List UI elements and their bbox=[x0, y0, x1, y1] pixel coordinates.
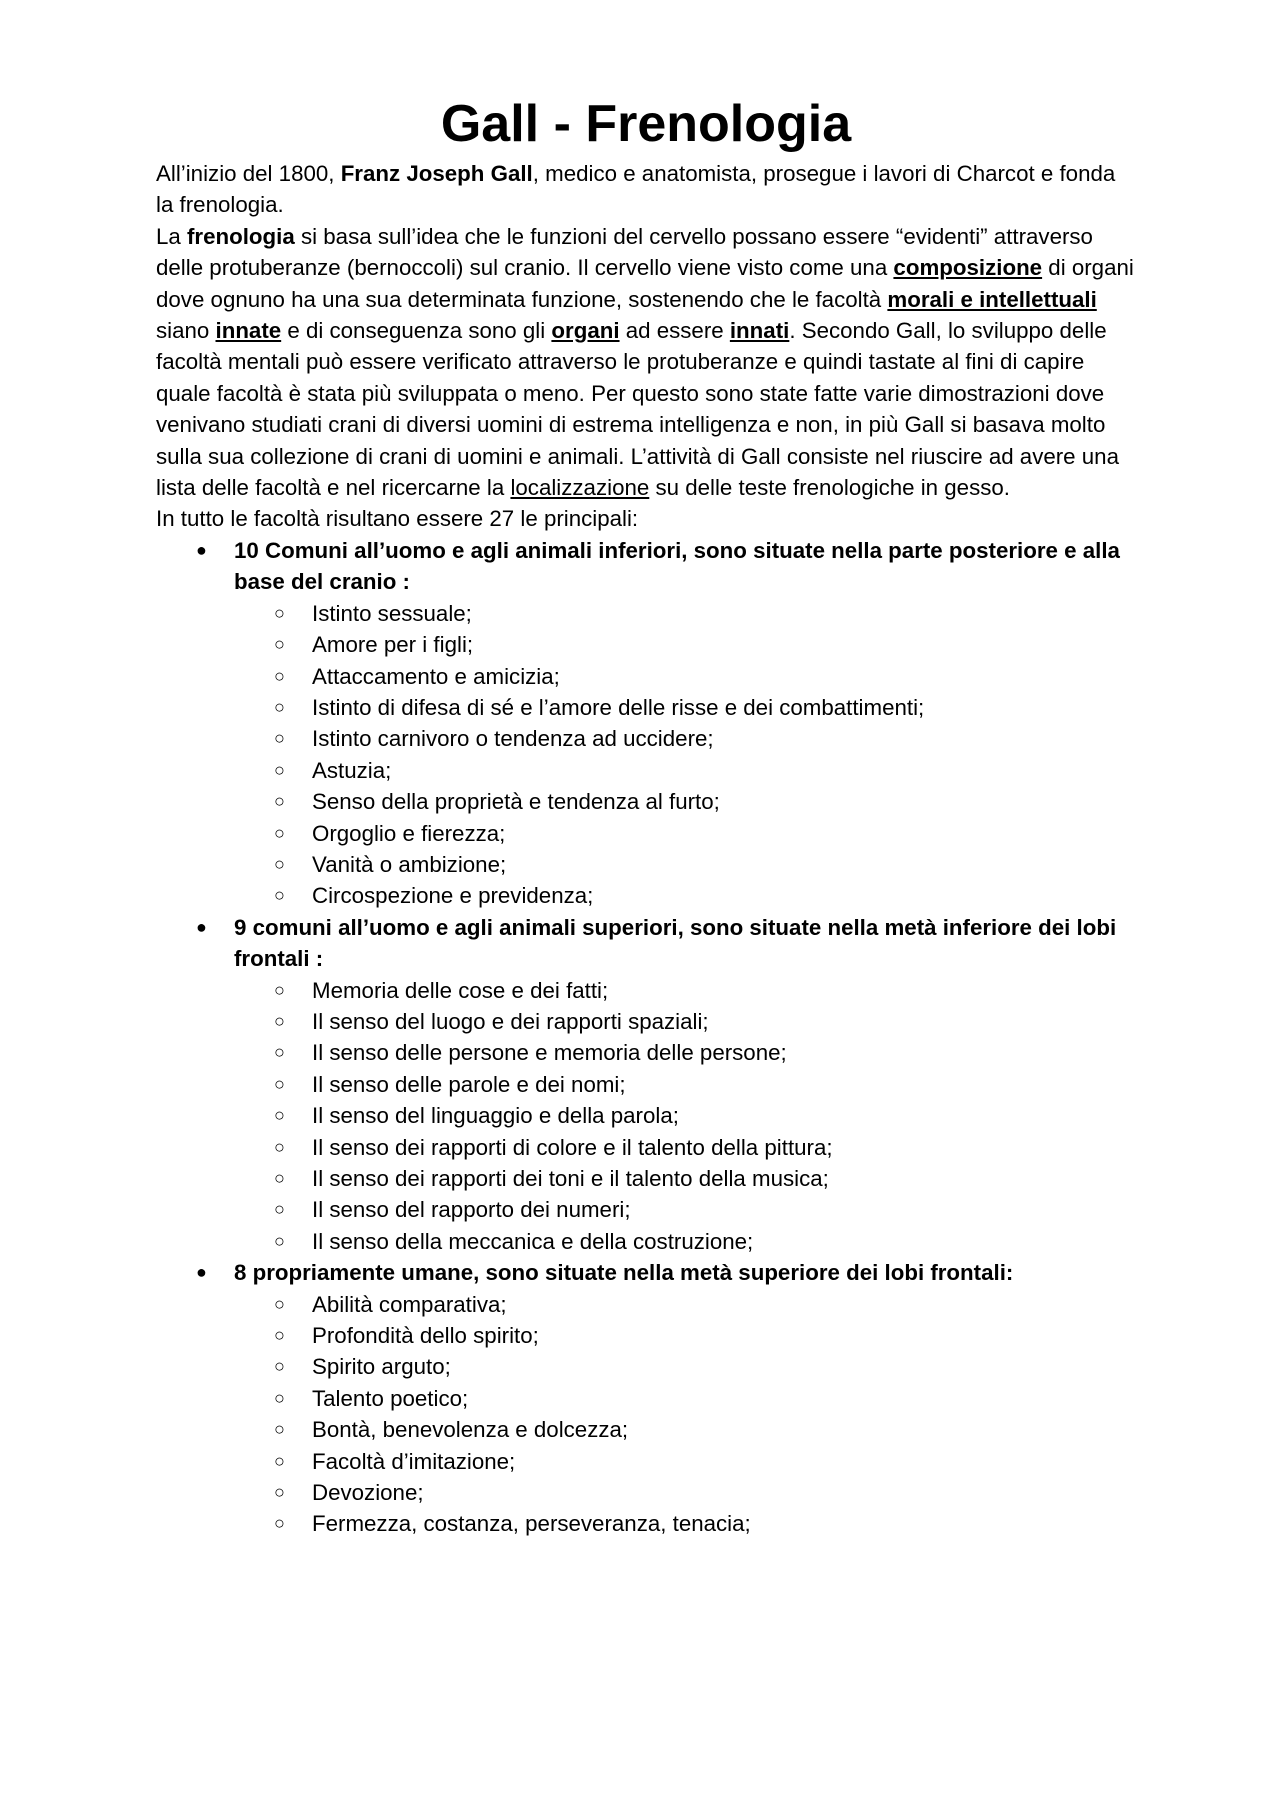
list-item bbox=[234, 849, 1136, 880]
bullet-circle-icon: ○ bbox=[274, 1513, 285, 1534]
list-item-text: Talento poetico; bbox=[312, 1385, 469, 1411]
list-item bbox=[234, 1037, 1136, 1068]
bullet-circle-icon: ○ bbox=[274, 1168, 285, 1188]
list-item-text: Circospezione e previdenza; bbox=[312, 883, 594, 909]
list-item bbox=[234, 1351, 1136, 1382]
bullet-circle-icon: ○ bbox=[274, 1010, 285, 1031]
list-item-text: Profondità dello spirito; bbox=[312, 1323, 539, 1349]
bullet-circle-icon: ○ bbox=[274, 728, 285, 749]
bullet-circle-icon: ○ bbox=[274, 1199, 285, 1220]
bullet-circle-icon: ○ bbox=[274, 1230, 285, 1251]
list-item bbox=[234, 1069, 1136, 1100]
group-title: 8 propriamente umane, sono situate nella metà superiore dei lobi frontali: bbox=[234, 1260, 1014, 1286]
list-item-text: Abilità comparativa; bbox=[312, 1291, 507, 1317]
faculty-group bbox=[156, 912, 1136, 1257]
list-item bbox=[234, 1132, 1136, 1163]
list-item-text: Amore per i figli; bbox=[312, 632, 474, 658]
list-item bbox=[234, 1477, 1136, 1508]
list-item bbox=[234, 1446, 1136, 1477]
list-item-text: Spirito arguto; bbox=[312, 1354, 451, 1380]
group-title: 10 Comuni all’uomo e agli animali inferiori, sono situate nella parte posteriore e alla base del cranio : bbox=[234, 537, 1120, 595]
bullet-circle-icon: ○ bbox=[274, 1387, 285, 1408]
list-item-text: Istinto di difesa di sé e l’amore delle risse e dei combattimenti; bbox=[312, 694, 925, 720]
bullet-circle-icon: ○ bbox=[274, 979, 285, 1000]
list-item-text: Il senso del linguaggio e della parola; bbox=[312, 1103, 679, 1129]
list-item-text: Facoltà d’imitazione; bbox=[312, 1448, 516, 1474]
list-item-text: Senso della proprietà e tendenza al furto; bbox=[312, 789, 720, 815]
term-innate: innate bbox=[215, 318, 282, 344]
faculty-group bbox=[156, 535, 1136, 912]
list-item bbox=[234, 629, 1136, 660]
bullet-disc-icon: ● bbox=[196, 916, 207, 937]
list-item bbox=[234, 1383, 1136, 1414]
para-text: di organi dove ognuno ha una sua determinata funzione, sostenendo che le facoltà bbox=[156, 255, 1134, 312]
frenologia-paragraph bbox=[156, 221, 1136, 504]
list-item bbox=[234, 880, 1136, 911]
bullet-circle-icon: ○ bbox=[274, 1325, 285, 1346]
faculty-sublist bbox=[234, 1289, 1136, 1540]
list-item bbox=[234, 755, 1136, 786]
list-item bbox=[234, 1100, 1136, 1131]
bullet-circle-icon: ○ bbox=[274, 1073, 285, 1094]
intro-name-bold: Franz Joseph Gall bbox=[340, 161, 533, 186]
bullet-circle-icon: ○ bbox=[274, 1356, 285, 1377]
list-item bbox=[234, 1320, 1136, 1351]
intro-text: All’inizio del 1800, bbox=[156, 161, 341, 186]
list-item-text: Vanità o ambizione; bbox=[312, 851, 507, 877]
list-item-text: Orgoglio e fierezza; bbox=[312, 820, 506, 846]
list-item bbox=[234, 598, 1136, 629]
list-item bbox=[234, 1414, 1136, 1445]
term-localizzazione: localizzazione bbox=[510, 475, 650, 501]
bullet-circle-icon: ○ bbox=[274, 1136, 285, 1157]
list-item bbox=[234, 1194, 1136, 1225]
para-text: La bbox=[156, 223, 187, 249]
intro-text: , medico e anatomista, prosegue i lavori di Charcot e fonda la frenologia. bbox=[156, 161, 1116, 218]
bullet-circle-icon: ○ bbox=[274, 1105, 285, 1126]
list-item bbox=[234, 1163, 1136, 1194]
list-item-text: Il senso della meccanica e della costruzione; bbox=[312, 1228, 754, 1254]
list-item-text: Fermezza, costanza, perseveranza, tenacia; bbox=[312, 1511, 751, 1537]
list-item bbox=[234, 661, 1136, 692]
list-item bbox=[234, 1226, 1136, 1257]
bullet-circle-icon: ○ bbox=[274, 696, 285, 717]
bullet-circle-icon: ○ bbox=[274, 1450, 285, 1471]
term-innati: innati bbox=[729, 318, 790, 344]
bullet-circle-icon: ○ bbox=[274, 634, 285, 655]
list-item-text: Il senso delle persone e memoria delle persone; bbox=[312, 1040, 787, 1066]
list-item-text: Il senso del luogo e dei rapporti spaziali; bbox=[312, 1008, 709, 1034]
summary-paragraph: In tutto le facoltà risultano essere 27 le principali: bbox=[156, 506, 639, 532]
list-item-text: Il senso dei rapporti di colore e il talento della pittura; bbox=[312, 1134, 833, 1160]
list-item-text: Memoria delle cose e dei fatti; bbox=[312, 977, 609, 1003]
list-item-text: Astuzia; bbox=[312, 757, 392, 783]
para-text: siano bbox=[156, 318, 216, 344]
faculty-groups-list bbox=[156, 535, 1136, 1540]
bullet-disc-icon: ● bbox=[196, 1262, 207, 1283]
bullet-circle-icon: ○ bbox=[274, 759, 285, 780]
para-text: si basa sull’idea che le funzioni del cervello possano essere “evidenti” attraverso delle protuberanze (bernoccoli) sul cranio. Il cervello viene visto come una bbox=[156, 223, 1093, 281]
page-title: Gall - Frenologia bbox=[440, 95, 852, 153]
para-text: ad essere bbox=[619, 318, 730, 344]
list-item-text: Il senso dei rapporti dei toni e il talento della musica; bbox=[312, 1166, 829, 1191]
bullet-circle-icon: ○ bbox=[274, 1042, 285, 1063]
bullet-circle-icon: ○ bbox=[274, 885, 285, 906]
faculty-group bbox=[156, 1257, 1136, 1540]
list-item bbox=[234, 723, 1136, 754]
list-item-text: Istinto sessuale; bbox=[312, 600, 472, 626]
list-item bbox=[234, 786, 1136, 817]
faculty-sublist bbox=[234, 598, 1136, 912]
bullet-circle-icon: ○ bbox=[274, 1293, 285, 1314]
bullet-circle-icon: ○ bbox=[274, 853, 285, 874]
para-text: e di conseguenza sono gli bbox=[281, 318, 552, 344]
bullet-circle-icon: ○ bbox=[274, 602, 285, 623]
intro-paragraph bbox=[156, 158, 1136, 221]
group-title: 9 comuni all’uomo e agli animali superiori, sono situate nella metà inferiore dei lobi frontali : bbox=[234, 914, 1117, 972]
bullet-circle-icon: ○ bbox=[274, 665, 285, 686]
para-text: su delle teste frenologiche in gesso. bbox=[649, 475, 1010, 501]
faculty-sublist bbox=[234, 975, 1136, 1258]
para-text: . Secondo Gall, lo sviluppo delle facoltà mentali può essere verificato attraverso le protuberanze e quindi tastate al fini di capire quale facoltà è stata più sviluppata o meno. Per questo sono state fatte varie dimostrazioni dove venivano studiati crani di diversi uomini di estrema intelligenza e non, in più Gall si basava molto sulla sua collezione di crani di uomini e animali. L’attività di Gall consiste nel riuscire ad avere una lista delle facoltà e nel ricercarne la bbox=[156, 318, 1119, 501]
list-item bbox=[234, 818, 1136, 849]
list-item bbox=[234, 1006, 1136, 1037]
list-item-text: Devozione; bbox=[312, 1480, 424, 1506]
bullet-circle-icon: ○ bbox=[274, 822, 285, 843]
term-organi: organi bbox=[551, 318, 620, 344]
list-item-text: Attaccamento e amicizia; bbox=[312, 663, 560, 689]
list-item bbox=[234, 692, 1136, 723]
list-item-text: Istinto carnivoro o tendenza ad uccidere; bbox=[312, 726, 714, 752]
list-item bbox=[234, 1289, 1136, 1320]
bullet-circle-icon: ○ bbox=[274, 1419, 285, 1440]
list-item-text: Bontà, benevolenza e dolcezza; bbox=[312, 1417, 629, 1443]
bullet-circle-icon: ○ bbox=[274, 1482, 285, 1503]
term-frenologia: frenologia bbox=[187, 223, 295, 249]
term-composizione: composizione bbox=[893, 255, 1043, 281]
list-item bbox=[234, 975, 1136, 1006]
list-item-text: Il senso delle parole e dei nomi; bbox=[312, 1071, 626, 1097]
list-item bbox=[234, 1508, 1136, 1539]
list-item-text: Il senso del rapporto dei numeri; bbox=[312, 1197, 631, 1223]
document-page bbox=[156, 92, 1136, 1540]
term-morali-intellettuali: morali e intellettuali bbox=[887, 286, 1097, 312]
bullet-circle-icon: ○ bbox=[274, 791, 285, 812]
bullet-disc-icon: ● bbox=[196, 539, 207, 560]
